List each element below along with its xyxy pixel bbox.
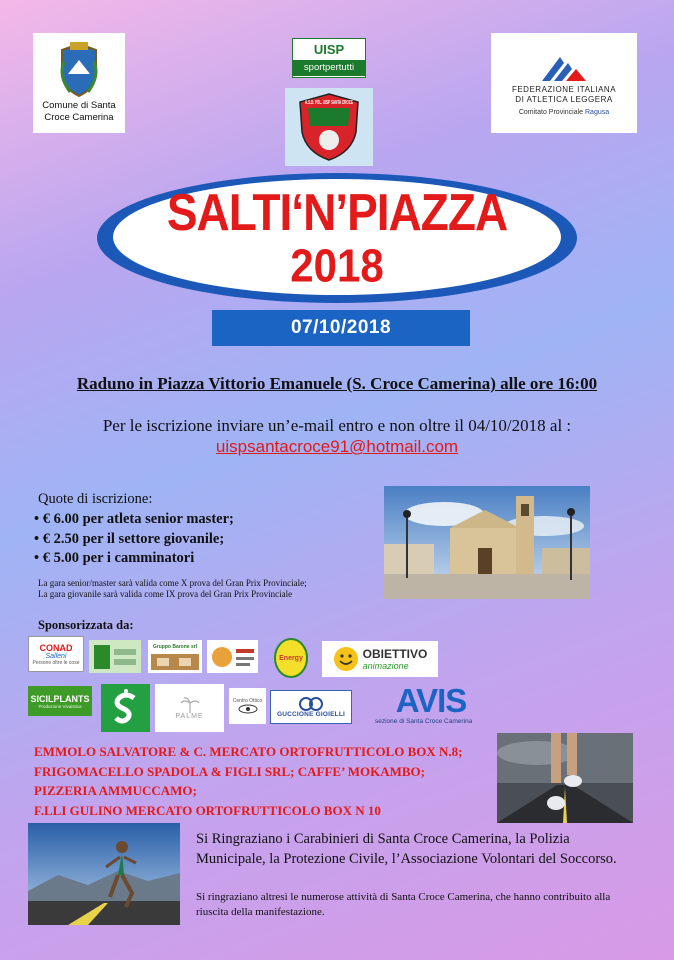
sicilplants-name: SICILPLANTS	[30, 693, 90, 704]
sponsor-logo-orange	[207, 640, 258, 673]
sponsor-text-line: PIZZERIA AMMUCCAMO;	[34, 783, 197, 798]
sponsor-conad-logo	[28, 636, 84, 672]
fidal-logo	[491, 33, 637, 133]
fidal-committee-label: Comitato Provinciale	[518, 108, 584, 116]
church-photo	[384, 486, 590, 599]
uisp-logo	[292, 38, 366, 78]
quote-title: Quote di iscrizione:	[38, 491, 153, 507]
sponsor-logo-green	[89, 640, 141, 673]
sponsor-text-line: FRIGOMACELLO SPADOLA & FIGLI SRL; CAFFE’ MOKAMBO;	[34, 763, 425, 779]
thanks-small-text: Si ringraziano altresì le numerose attività di Santa Croce Camerina, che hanno contribuito alla riuscita della manifestazione.	[196, 891, 611, 918]
sponsor-avis-logo	[373, 681, 489, 727]
quote-item: • € 5.00 per i camminatori	[34, 550, 195, 566]
sponsor-text-list	[34, 742, 462, 820]
comune-crest-icon	[56, 42, 102, 98]
centro-ottico-name: Centro Ottico	[232, 698, 263, 704]
svg-text:Energy: Energy	[279, 655, 303, 662]
sicilplants-sub: Produzione Vivaistica	[38, 703, 82, 709]
sponsor-s-logo	[101, 684, 150, 732]
event-date: 07/10/2018	[212, 310, 470, 346]
asd-pol-uisp-logo	[285, 88, 373, 166]
sponsor-label: Sponsorizzata da:	[38, 618, 134, 632]
uisp-tagline: sportpertutti	[293, 60, 365, 76]
event-title: SALTI‘N’PIAZZA	[166, 182, 508, 242]
quote-list	[34, 510, 234, 569]
fidal-line1: FEDERAZIONE ITALIANA	[511, 84, 617, 94]
conad-name: CONAD	[39, 642, 73, 653]
raduno-text: Raduno in Piazza Vittorio Emanuele (S. Croce Camerina) alle ore 16:00	[76, 374, 598, 393]
uisp-label: UISP	[313, 42, 345, 57]
avis-name: AVIS	[395, 681, 467, 719]
fidal-committee	[519, 109, 609, 116]
sponsor-text-line: F.LLI GULINO MERCATO ORTOFRUTTICOLO BOX N 10	[34, 802, 381, 818]
sponsor-palme-logo	[155, 684, 224, 732]
comune-logo	[33, 33, 125, 133]
fidal-line2: DI ATLETICA LEGGERA	[515, 94, 613, 104]
asd-shield-icon	[294, 92, 364, 162]
fidal-mark-icon	[538, 51, 590, 85]
email-link[interactable]: uispsantacroce91@hotmail.com	[215, 437, 459, 456]
palme-name: PALME	[175, 712, 204, 720]
asd-shield-text: A.S.D. POL. UISP SANTA CROCE	[305, 100, 354, 106]
quote-item: • € 2.50 per il settore giovanile;	[34, 530, 225, 547]
running-shoes-photo	[497, 733, 633, 823]
event-year: 2018	[290, 239, 384, 292]
conad-tag: Persone oltre le cose	[32, 659, 80, 666]
eye-icon	[238, 704, 258, 714]
guccione-mark-icon	[296, 697, 326, 711]
sponsor-energy-logo	[274, 638, 308, 678]
obiettivo-sub: animazione	[362, 661, 409, 671]
sponsor-centro-ottico-logo	[229, 688, 266, 724]
quote-item: • € 6.00 per atleta senior master;	[34, 511, 234, 527]
conad-sub: Salleni	[45, 652, 67, 660]
smiley-icon	[333, 646, 359, 672]
fidal-city: Ragusa	[585, 108, 610, 116]
sponsor-gruppo-barone-logo	[148, 640, 202, 673]
sponsor-text-line: EMMOLO SALVATORE & C. MERCATO ORTOFRUTTICOLO BOX N.8;	[34, 744, 463, 759]
palm-icon	[180, 697, 200, 713]
comune-name: Comune di Santa Croce Camerina	[42, 100, 116, 123]
iscrizione-text: Per le iscrizione inviare un’e-mail entro e non oltre il 04/10/2018 al :	[102, 416, 572, 435]
obiettivo-name: OBIETTIVO	[362, 647, 428, 661]
sponsor-guccione-logo	[270, 690, 352, 724]
sponsor-obiettivo-logo	[322, 641, 438, 677]
thanks-text: Si Ringraziano i Carabinieri di Santa Croce Camerina, la Polizia Municipale, la Protezione Civile, l’Associazione Volontari del Soccorso.	[196, 831, 617, 867]
gran-prix-note-giovanile: La gara giovanile sarà valida come IX prova del Gran Prix Provinciale	[38, 589, 293, 599]
guccione-name: GUCCIONE GIOIELLI	[276, 710, 346, 718]
runner-photo	[28, 823, 180, 925]
gran-prix-note	[38, 578, 307, 600]
sponsor-sicilplants-logo	[28, 686, 92, 716]
avis-sub: sezione di Santa Croce Camerina	[375, 717, 473, 725]
gruppo-barone-name: Gruppo Barone srl	[152, 643, 198, 650]
gran-prix-note-senior: La gara senior/master sarà valida come X prova del Gran Prix Provinciale;	[38, 578, 307, 588]
